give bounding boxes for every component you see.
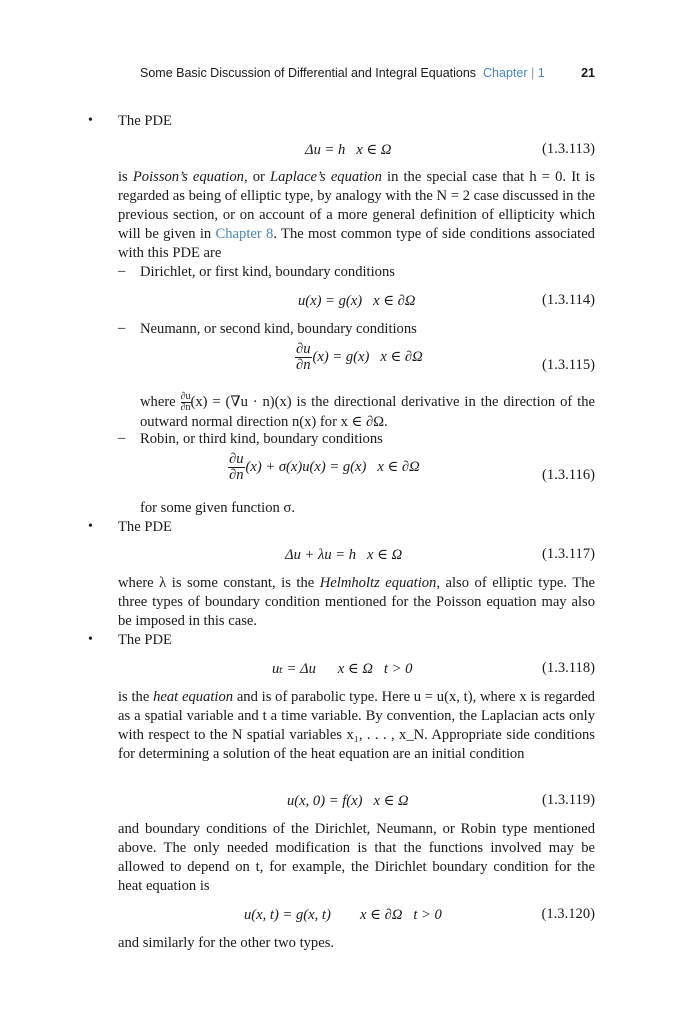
s2-paragraph — [118, 574, 595, 631]
eq-number-117: (1.3.117) — [542, 546, 595, 562]
eq116-fraction — [228, 452, 245, 483]
s1-para-text-1: is — [118, 169, 133, 185]
s3-para-text-2: and is of parabolic type. Here u = u(x, t), where x is regarded as a spatial variable and t a time variable. By convention, the Laplacian acts only with respect to the N spatial variables x₁, . . . , x_N. Appropriate side conditions for determining a solution of the heat equation are an initial condition — [118, 689, 595, 762]
eq115-numerator: ∂u — [296, 341, 311, 357]
neumann-heading: Neumann, or second kind, boundary conditions — [140, 321, 417, 337]
dash-dirichlet: – — [118, 263, 126, 279]
eq113-domain: x ∈ Ω — [356, 142, 392, 158]
s3-para-text-1: is the — [118, 689, 154, 705]
eq115-denominator: ∂n — [296, 357, 311, 373]
s3-paragraph — [118, 688, 595, 764]
helmholtz-term: Helmholtz equation — [319, 575, 437, 591]
s2-para-text-1: where λ is some constant, is the — [118, 575, 320, 591]
equation-1-3-116 — [228, 452, 420, 483]
eq114-lhs: u(x) = g(x) — [298, 293, 363, 309]
s1-para-text-4: . The most common type of side conditions associated with this PDE are — [118, 226, 595, 261]
heat-equation-term: heat equation — [153, 689, 234, 705]
eq117-lhs: Δu + λu = h — [285, 547, 357, 563]
eq116-rest: (x) + σ(x)u(x) = g(x) — [245, 458, 367, 475]
eq118-lhs: uₜ = Δu — [272, 661, 316, 677]
eq-number-114: (1.3.114) — [542, 292, 595, 308]
running-header — [140, 66, 595, 84]
s1-para-text-3: in the special case that h = 0. It is regarded as being of elliptic type, by analogy with the N = 2 case discussed in the previous section, or on account of a more general definition of ellipticity which will be given in — [118, 169, 595, 242]
eq113-lhs: Δu = h — [305, 142, 346, 158]
where-denominator: ∂n — [180, 402, 191, 413]
poisson-term: Poisson’s equation — [132, 169, 244, 185]
equation-1-3-114 — [298, 292, 415, 310]
eq118-condition: t > 0 — [383, 661, 413, 677]
eq116-domain: x ∈ ∂Ω — [377, 458, 420, 475]
s3-paragraph-2: and boundary conditions of the Dirichlet, Neumann, or Robin type mentioned above. The only needed modification is that the functions involved may be allowed to depend on t, for example, the Dirichlet boundary condition for the heat equation is — [118, 821, 595, 894]
s2-intro: The PDE — [118, 519, 172, 535]
s1-para-text-2: , or — [243, 169, 271, 185]
page-number: 21 — [581, 66, 595, 80]
eq-number-119: (1.3.119) — [542, 792, 595, 808]
eq116-numerator: ∂u — [229, 451, 244, 467]
equation-1-3-120 — [244, 906, 442, 924]
where-word: where — [140, 393, 181, 410]
s3-intro: The PDE — [118, 632, 172, 648]
equation-1-3-115 — [295, 342, 423, 373]
equation-1-3-119 — [287, 792, 409, 810]
eq119-lhs: u(x, 0) = f(x) — [287, 793, 363, 809]
robin-heading: Robin, or third kind, boundary conditions — [140, 431, 383, 447]
where-text: (x) = (∇u · n)(x) is the directional derivative in the direction of the outward normal direction n(x) for x ∈ ∂Ω. — [140, 393, 595, 430]
eq-number-120: (1.3.120) — [541, 906, 595, 922]
equation-1-3-113 — [305, 141, 391, 159]
sigma-line: for some given function σ. — [140, 500, 295, 516]
eq120-domain: x ∈ ∂Ω — [360, 907, 403, 923]
chapter-number: 1 — [537, 66, 545, 80]
eq115-fraction — [295, 342, 312, 373]
bullet: • — [88, 519, 93, 534]
bullet: • — [88, 632, 93, 647]
bullet: • — [88, 113, 93, 128]
where-fraction — [181, 392, 191, 413]
directional-derivative-note — [140, 392, 595, 432]
eq115-domain: x ∈ ∂Ω — [380, 348, 423, 365]
chapter-8-link[interactable]: Chapter 8 — [215, 226, 274, 242]
eq-number-115: (1.3.115) — [542, 357, 595, 373]
eq-number-118: (1.3.118) — [542, 660, 595, 676]
header-separator: | — [530, 66, 535, 80]
laplace-term: Laplace’s equation — [270, 169, 382, 185]
eq-number-113: (1.3.113) — [542, 141, 595, 157]
header-left — [140, 66, 545, 80]
s1-intro: The PDE — [118, 113, 172, 129]
eq120-condition: t > 0 — [413, 907, 442, 923]
dash-robin: – — [118, 430, 126, 446]
eq119-domain: x ∈ Ω — [373, 793, 409, 809]
eq118-domain: x ∈ Ω — [337, 661, 373, 677]
s1-paragraph — [118, 168, 595, 263]
running-title: Some Basic Discussion of Differential and Integral Equations — [140, 66, 477, 80]
dirichlet-heading: Dirichlet, or first kind, boundary conditions — [140, 264, 395, 280]
where-numerator: ∂u — [180, 391, 191, 402]
eq116-denominator: ∂n — [229, 467, 244, 483]
closing-line: and similarly for the other two types. — [118, 935, 335, 951]
chapter-label: Chapter — [483, 66, 528, 80]
eq117-domain: x ∈ Ω — [367, 547, 403, 563]
eq120-lhs: u(x, t) = g(x, t) — [244, 907, 331, 923]
s2-para-text-2: , also of elliptic type. The three types of boundary condition mentioned for the Poisson equation may also be imposed in this case. — [118, 575, 596, 629]
eq115-rest: (x) = g(x) — [312, 348, 370, 365]
equation-1-3-118 — [272, 660, 412, 678]
eq114-domain: x ∈ ∂Ω — [373, 293, 416, 309]
equation-1-3-117 — [285, 546, 402, 564]
dash-neumann: – — [118, 320, 126, 336]
eq-number-116: (1.3.116) — [542, 467, 595, 483]
